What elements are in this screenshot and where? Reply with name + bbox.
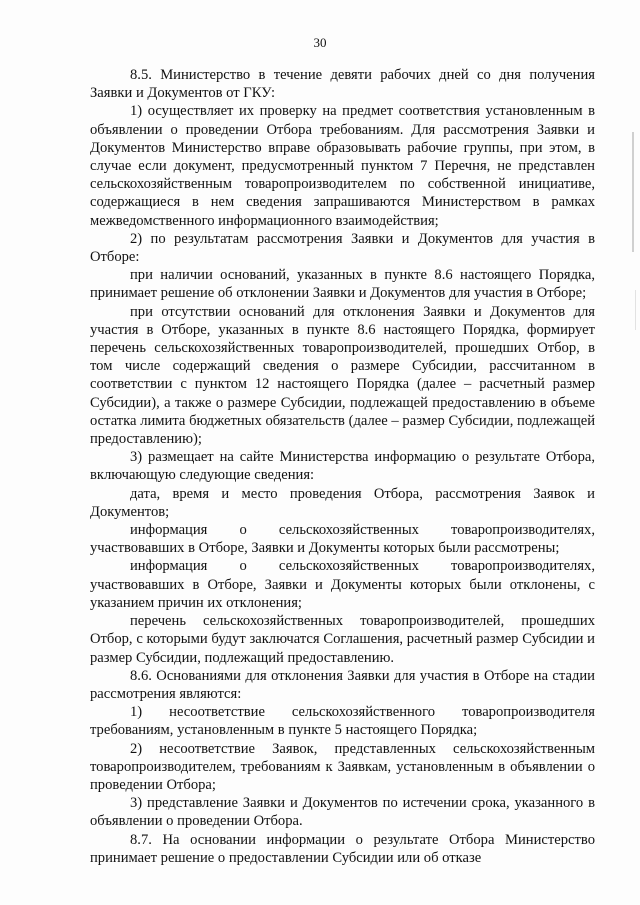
paragraph-info-rejected: информация о сельскохозяйственных товаропроизводителях, участвовавших в Отборе, Заявки и Документы которых были отклонены, с указанием причин их отклонения; bbox=[90, 558, 595, 611]
paragraph-8-5-item-2: 2) по результатам рассмотрения Заявки и Документов для участия в Отборе: bbox=[90, 230, 595, 266]
scan-edge-mark-small bbox=[635, 290, 636, 330]
paragraph-8-6: 8.6. Основаниями для отклонения Заявки для участия в Отборе на стадии рассмотрения являются: bbox=[90, 667, 595, 702]
page-number: 30 bbox=[313, 35, 327, 50]
paragraph-info-date: дата, время и место проведения Отбора, рассмотрения Заявок и Документов; bbox=[90, 485, 595, 520]
paragraph-item-2-reject: при наличии оснований, указанных в пункте 8.6 настоящего Порядка, принимает решение об отклонении Заявки и Документов для участия в Отборе; bbox=[90, 267, 595, 302]
paragraph-8-7: 8.7. На основании информации о результате Отбора Министерство принимает решение о предоставлении Субсидии или об отказе bbox=[90, 831, 595, 866]
scan-edge-mark bbox=[632, 132, 634, 252]
paragraph-8-6-item-1: 1) несоответствие сельскохозяйственного товаропроизводителя требованиям, установленным в пункте 5 настоящего Порядка; bbox=[90, 704, 595, 739]
paragraph-8-6-item-3: 3) представление Заявки и Документов по истечении срока, указанного в объявлении о проведении Отбора. bbox=[90, 795, 595, 830]
paragraph-8-6-item-2: 2) несоответствие Заявок, представленных сельскохозяйственным товаропроизводителем, требованиям к Заявкам, установленным в объявлении о проведении Отбора; bbox=[90, 740, 595, 793]
paragraph-info-reviewed: информация о сельскохозяйственных товаропроизводителях, участвовавших в Отборе, Заявки и Документы которых были рассмотрены; bbox=[90, 522, 595, 557]
document-body bbox=[90, 66, 595, 867]
paragraph-8-5-item-3: 3) размещает на сайте Министерства информацию о результате Отбора, включающую следующие сведения: bbox=[90, 449, 595, 484]
paragraph-8-5-item-1: 1) осуществляет их проверку на предмет соответствия установленным в объявлении о проведении Отбора требованиям. Для рассмотрения Заявки и Документов Министерство вправе образовывать рабочие группы, при этом, в случае если документ, предусмотренный пунктом 7 Перечня, не представлен сельскохозяйственным товаропроизводителем по собственной инициативе, содержащиеся в нем сведения запрашиваются Министерством в рамках межведомственного информационного взаимодействия; bbox=[90, 103, 595, 229]
paragraph-item-2-list: при отсутствии оснований для отклонения Заявки и Документов для участия в Отборе, указанных в пункте 8.6 настоящего Порядка, формирует перечень сельскохозяйственных товаропроизводителей, прошедших Отбор, в том числе содержащий сведения о размере Субсидии, рассчитанном в соответствии с пунктом 12 настоящего Порядка (далее – расчетный размер Субсидии), а также о размере Субсидии, подлежащей предоставлению в объеме остатка лимита бюджетных обязательств (далее – размер Субсидии, подлежащей предоставлению); bbox=[90, 303, 595, 448]
paragraph-8-5: 8.5. Министерство в течение девяти рабочих дней со дня получения Заявки и Документов от ГКУ: bbox=[90, 67, 595, 102]
paragraph-info-list: перечень сельскохозяйственных товаропроизводителей, прошедших Отбор, с которыми будут заключатся Соглашения, расчетный размер Субсидии и размер Субсидии, подлежащий предоставлению. bbox=[90, 613, 595, 666]
